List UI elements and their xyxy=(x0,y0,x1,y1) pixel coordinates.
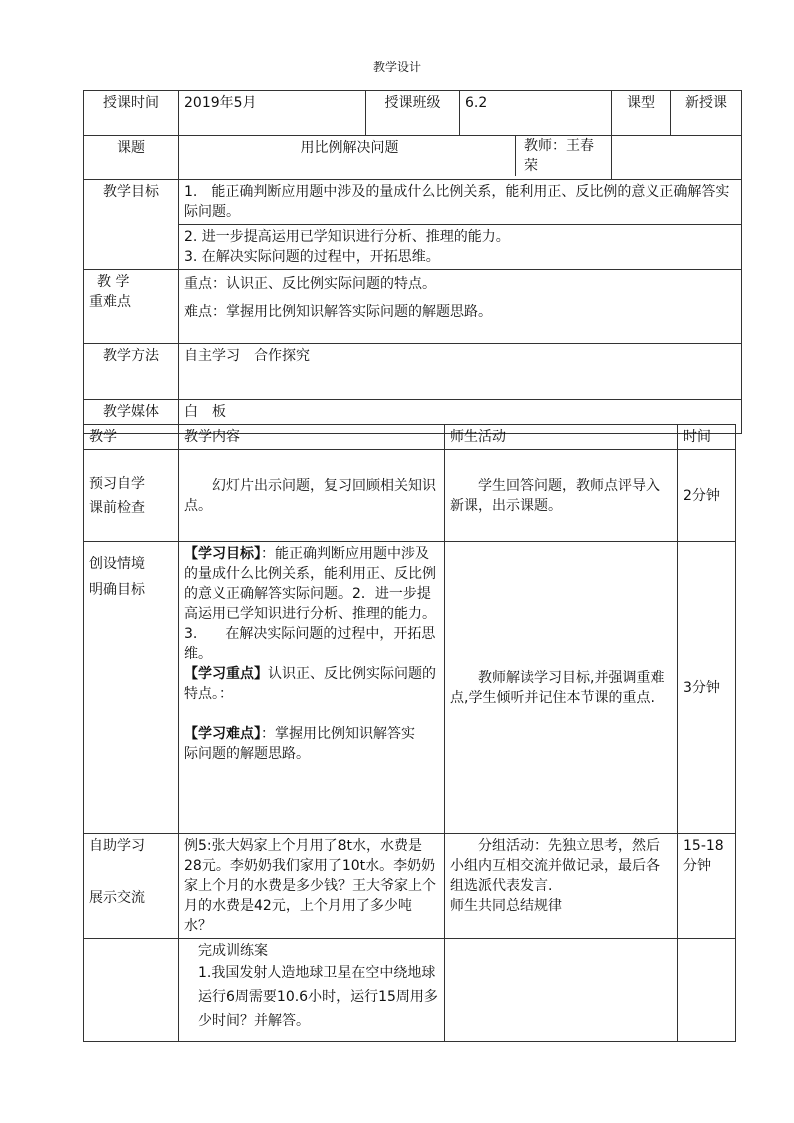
row3-activity-summary: 师生共同总结规律 xyxy=(450,898,562,914)
col-content: 教学内容 xyxy=(179,425,445,450)
teacher-name: 教师：王春荣 xyxy=(515,136,606,176)
col-stage: 教学 xyxy=(84,425,179,450)
goal-heading: 【学习目标】 xyxy=(184,546,261,562)
row2-stage-line1: 创设情境 xyxy=(89,556,145,572)
col-time: 时间 xyxy=(678,425,736,450)
teaching-process-table xyxy=(83,424,736,1042)
method-value: 自主学习 合作探究 xyxy=(179,344,742,400)
class-label: 授课班级 xyxy=(366,91,460,136)
class-value: 6.2 xyxy=(460,91,612,136)
row3-stage-line2: 展示交流 xyxy=(89,890,145,906)
type-label: 课型 xyxy=(612,91,671,136)
difficulty-text-continued: 际问题的解题思路。 xyxy=(184,746,310,762)
row3-time: 15-18分钟 xyxy=(678,834,736,939)
key-heading: 【学习重点】 xyxy=(184,666,268,682)
row3-activity: 分组活动：先独立思考，然后小组内互相交流并做记录，最后各组选派代表发言. xyxy=(450,838,660,894)
goal-item-1: 1. 能正确判断应用题中涉及的量成什么比例关系，能利用正、反比例的意义正确解答实际问题。 xyxy=(179,180,742,225)
row2-stage-line2: 明确目标 xyxy=(89,582,145,598)
col-activity: 师生活动 xyxy=(445,425,678,450)
goals-label: 教学目标 xyxy=(84,180,179,270)
goal-item-3-text: 3. 在解决实际问题的过程中，开拓思维。 xyxy=(184,626,436,662)
key-text: 认识正、反比例实际问题的特点。： xyxy=(184,666,436,702)
row3-stage-line1: 自助学习 xyxy=(89,838,145,854)
goal-item-3: 3. 在解决实际问题的过程中，开拓思维。 xyxy=(184,249,440,265)
media-label: 教学媒体 xyxy=(84,400,179,434)
practice-question: 1.我国发射人造地球卫星在空中绕地球运行6周需要10.6小时，运行15周用多少时间？并解答。 xyxy=(198,965,438,1029)
row1-content: 幻灯片出示问题，复习回顾相关知识点。 xyxy=(179,450,445,542)
row1-time: 2分钟 xyxy=(678,450,736,542)
row1-activity: 学生回答问题，教师点评导入新课，出示课题。 xyxy=(445,450,678,542)
difficulty-heading: 【学习难点】 xyxy=(184,726,261,742)
key-label-line2: 重难点 xyxy=(89,294,131,310)
key-label-line1: 教 学 xyxy=(97,274,130,290)
time-value: 2019年5月 xyxy=(179,91,366,136)
row1-stage-line2: 课前检查 xyxy=(89,499,145,516)
topic-label: 课题 xyxy=(84,136,179,180)
type-value: 新授课 xyxy=(671,91,742,136)
row1-stage-line1: 预习自学 xyxy=(89,475,145,492)
row2-activity: 教师解读学习目标,并强调重难点,学生倾听并记住本节课的重点. xyxy=(445,542,678,834)
method-label: 教学方法 xyxy=(84,344,179,400)
media-value: 白 板 xyxy=(179,400,742,434)
difficulty-text: ：掌握用比例知识解答实 xyxy=(261,726,415,742)
topic-value: 用比例解决问题 xyxy=(300,140,399,156)
lesson-info-table xyxy=(83,90,742,434)
practice-title: 完成训练案 xyxy=(198,943,268,959)
time-label: 授课时间 xyxy=(84,91,179,136)
key-difficulty: 难点：掌握用比例知识解答实际问题的解题思路。 xyxy=(184,304,492,320)
row2-time: 3分钟 xyxy=(678,542,736,834)
document-title: 教学设计 xyxy=(372,60,421,74)
goal-item-2: 2. 进一步提高运用已学知识进行分析、推理的能力。 xyxy=(184,229,510,245)
row3-content: 例5:张大妈家上个月用了8t水，水费是28元。李奶奶我们家用了10t水。李奶奶家上个月的水费是多少钱？王大爷家上个月的水费是42元，上个月用了多少吨水？ xyxy=(179,834,445,939)
goal-text: ：能正确判断应用题中涉及的量成什么比例关系，能利用正、反比例的意义正确解答实际问题。2．进一步提高运用已学知识进行分析、推理的能力。 xyxy=(184,546,436,622)
key-point: 重点：认识正、反比例实际问题的特点。 xyxy=(184,276,436,292)
